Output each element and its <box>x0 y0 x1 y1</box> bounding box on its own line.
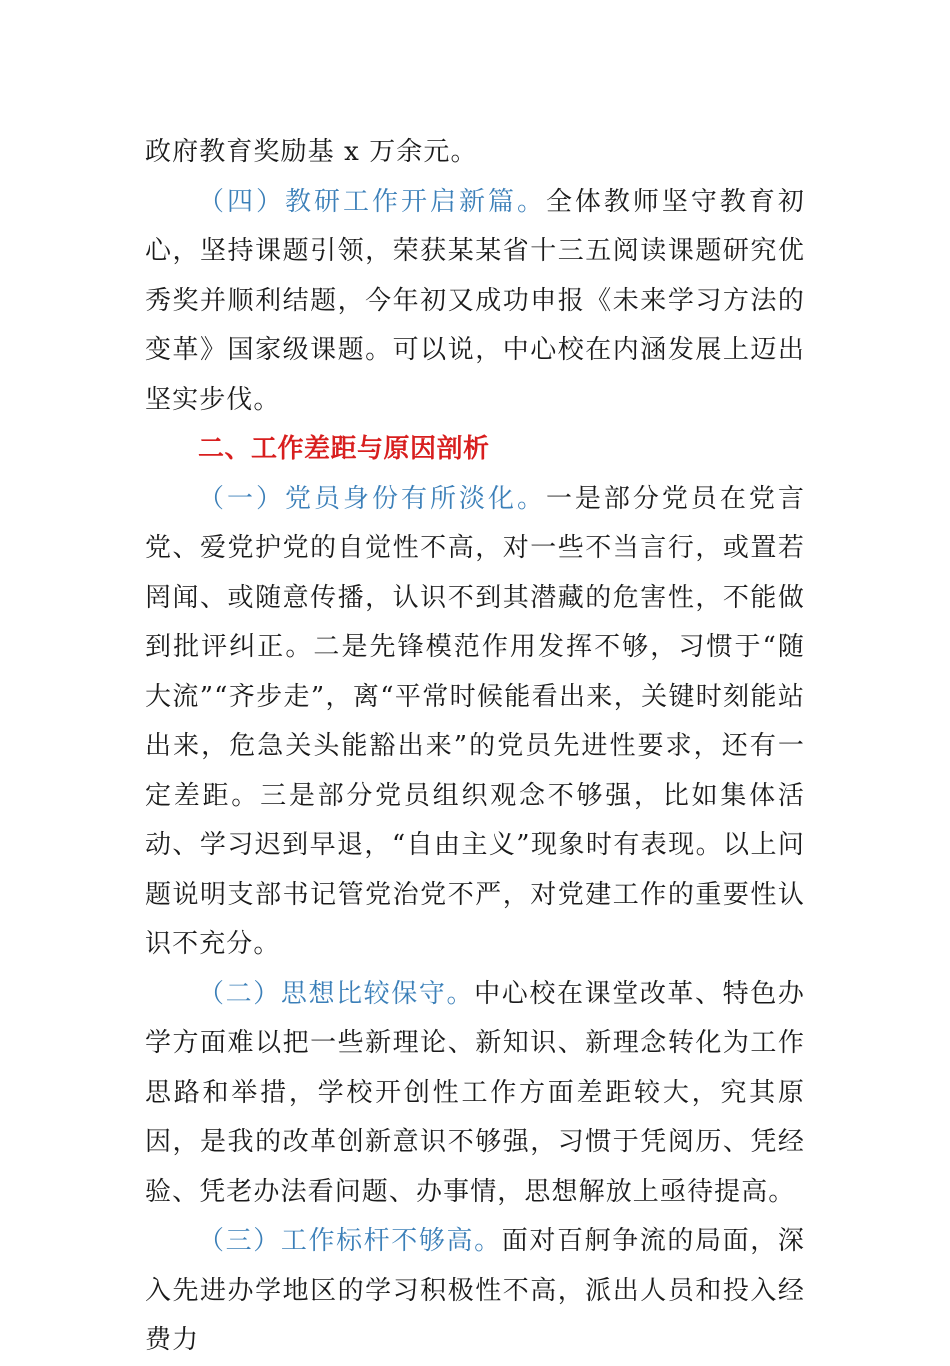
paragraph-conservative-thinking <box>145 970 805 1218</box>
paragraph-body: 中心校在课堂改革、特色办学方面难以把一些新理论、新知识、新理念转化为工作思路和举措，学校开创性工作方面差距较大，究其原因，是我的改革创新意识不够强，习惯于凭阅历、凭经验、凭老办法看问题、办事情，思想解放上亟待提高。 <box>145 978 805 1207</box>
paragraph-work-benchmark <box>145 1217 805 1366</box>
paragraph-lead: （一）党员身份有所淡化。 <box>198 483 546 514</box>
paragraph-continuation <box>145 128 805 178</box>
section-heading-text: 二、工作差距与原因剖析 <box>198 434 490 464</box>
paragraph-lead: （四）教研工作开启新篇。 <box>198 186 546 217</box>
paragraph-party-identity <box>145 475 805 970</box>
paragraph-body: 全体教师坚守教育初心，坚持课题引领，荣获某某省十三五阅读课题研究优秀奖并顺利结题，今年初又成功申报《未来学习方法的变革》国家级课题。可以说，中心校在内涵发展上迈出坚实步伐。 <box>145 186 805 415</box>
paragraph-lead: （三）工作标杆不够高。 <box>198 1226 502 1256</box>
document-body <box>145 128 805 1366</box>
paragraph-research-work <box>145 178 805 426</box>
paragraph-body: 政府教育奖励基 x 万余元。 <box>145 137 478 167</box>
section-heading <box>145 425 805 475</box>
paragraph-body: 面对百舸争流的局面，深入先进办学地区的学习积极性不高，派出人员和投入经费力 <box>145 1226 805 1355</box>
paragraph-lead: （二）思想比较保守。 <box>198 978 475 1009</box>
paragraph-body: 一是部分党员在党言党、爱党护党的自觉性不高，对一些不当言行，或置若罔闻、或随意传播，认识不到其潜藏的危害性，不能做到批评纠正。二是先锋模范作用发挥不够，习惯于“随大流”“齐步走”，离“平常时候能看出来，关键时刻能站出来，危急关头能豁出来”的党员先进性要求，还有一定差距。三是部分党员组织观念不够强，比如集体活动、学习迟到早退，“自由主义”现象时有表现。以上问题说明支部书记管党治党不严，对党建工作的重要性认识不充分。 <box>145 483 805 959</box>
